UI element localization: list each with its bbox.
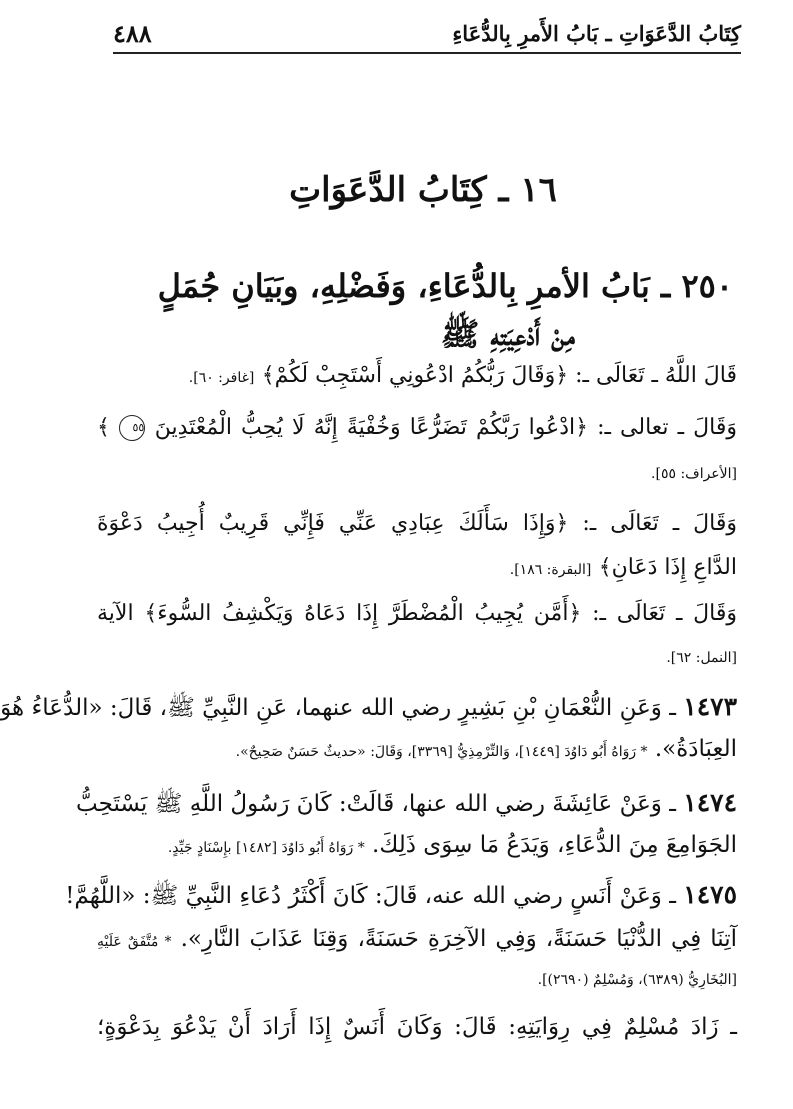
hadith-text: ـ وَعَنِ النُّعْمَانِ بْنِ بَشِيرٍ رضي الله عنهما، عَنِ النَّبِيِّ ﷺ، قَالَ: «الدُّعَاءُ هُوَ: [0, 695, 676, 721]
hadith-line: [65, 878, 737, 913]
verse-line: [97, 454, 737, 491]
verse-reference: [البقرة: ١٨٦].: [509, 562, 592, 578]
hadith-source-note: * مُتَّفَقٌ عَلَيْهِ: [97, 934, 172, 950]
verse-line: [97, 550, 737, 587]
hadith-line: [97, 732, 737, 769]
chapter-title-line-1: ٢٥٠ ـ بَابُ الأمرِ بِالدُّعَاءِ، وَفَضْلِهِ، وبَيَانِ جُمَلٍ: [157, 267, 733, 305]
hadith-text: العِبَادَةُ».: [654, 736, 737, 762]
verse-text: وَقَالَ ـ تعالى ـ: ﴿ادْعُوا رَبَّكُمْ تَضَرُّعًا وَخُفْيَةً إِنَّهُ لَا يُحِبُّ الْمُعْتَدِينَ: [154, 415, 737, 440]
ayah-number-marker: ٥٥: [119, 415, 145, 441]
chapter-title-line-2: مِنْ أَدْعِيَتِهِ ﷺ: [440, 315, 575, 353]
hadith-text: الجَوَامِعَ مِنَ الدُّعَاءِ، وَيَدَعُ مَا سِوَى ذَلِكَ.: [372, 832, 737, 858]
verse-reference: [غافر: ٦٠].: [188, 370, 255, 386]
hadith-line: [0, 690, 737, 725]
hadith-line: [76, 786, 737, 821]
hadith-text: ـ وَعَنْ عَائِشَةَ رضي الله عنها، قَالَتْ: كَانَ رَسُولُ اللَّهِ ﷺ يَسْتَحِبُّ: [76, 791, 676, 817]
chapter-title: [113, 262, 733, 358]
hadith-line: [97, 960, 737, 997]
hadith-text: ـ زَادَ مُسْلِمٌ فِي رِوَايَتِهِ: قَالَ: وَكَانَ أَنَسٌ إِذَا أَرَادَ أَنْ يَدْعُوَ بِدَعْوَةٍ؛: [97, 1014, 737, 1040]
verse-text: الدَّاعِ إِذَا دَعَانِ﴾: [598, 555, 737, 580]
book-title: ١٦ ـ كِتَابُ الدَّعَوَاتِ: [289, 170, 557, 210]
hadith-number: ١٤٧٤: [683, 788, 737, 817]
hadith-text: ـ وَعَنْ أَنَسٍ رضي الله عنه، قَالَ: كَانَ أَكْثَرُ دُعَاءِ النَّبِيِّ ﷺ: «اللَّهُمَّ!: [65, 883, 676, 909]
verse-reference: [النمل: ٦٢].: [666, 650, 737, 666]
verse-line: [97, 358, 737, 395]
verse-close-bracket: ﴾: [97, 415, 110, 440]
page-number: ٤٨٨: [113, 18, 152, 48]
verse-text: وَقَالَ ـ تَعَالَى ـ: ﴿وَإِذَا سَأَلَكَ عِبَادِي عَنِّي فَإِنِّي قَرِيبٌ أُجِيبُ دَعْوَةَ: [97, 511, 737, 536]
hadith-text: آتِنَا فِي الدُّنْيَا حَسَنَةً، وَفِي الآخِرَةِ حَسَنَةً، وَقِنَا عَذَابَ النَّارِ».: [180, 926, 737, 952]
verse-line: [97, 638, 737, 675]
running-header: [113, 14, 741, 54]
verse-line: [97, 506, 737, 541]
hadith-number: ١٤٧٣: [683, 692, 737, 721]
verse-reference: [الأعراف: ٥٥].: [651, 466, 737, 482]
hadith-line: [97, 1010, 737, 1044]
hadith-source-note: * رَوَاهُ أَبُو دَاوُدَ [١٤٤٩]، وَالتِّرْمِذِيُّ [٣٣٦٩]، وَقَالَ: «حديثٌ حَسَنٌ صَحِيحٌ».: [235, 744, 648, 760]
hadith-line: [97, 922, 737, 959]
verse-text: قَالَ اللَّهُ ـ تَعَالَى ـ: ﴿وَقَالَ رَبُّكُمُ ادْعُونِي أَسْتَجِبْ لَكُمْ﴾: [261, 363, 737, 388]
verse-line: [97, 410, 737, 445]
hadith-source-note: * رَوَاهُ أَبُو دَاوُدَ [١٤٨٢] بإِسْنَادٍ جَيِّدٍ.: [167, 840, 365, 856]
header-title: كِتَابُ الدَّعَوَاتِ ـ بَابُ الأَمرِ بِالدُّعَاءِ: [452, 20, 741, 46]
verse-text: وَقَالَ ـ تَعَالَى ـ: ﴿أَمَّن يُجِيبُ الْمُضْطَرَّ إِذَا دَعَاهُ وَيَكْشِفُ السُّوءَ﴾ الآية: [97, 601, 737, 626]
hadith-line: [97, 828, 737, 865]
hadith-reference: [البُخَارِيُّ (٦٣٨٩)، وَمُسْلِمٌ (٢٦٩٠)].: [537, 972, 737, 988]
verse-line: [97, 596, 737, 631]
hadith-number: ١٤٧٥: [683, 880, 737, 909]
